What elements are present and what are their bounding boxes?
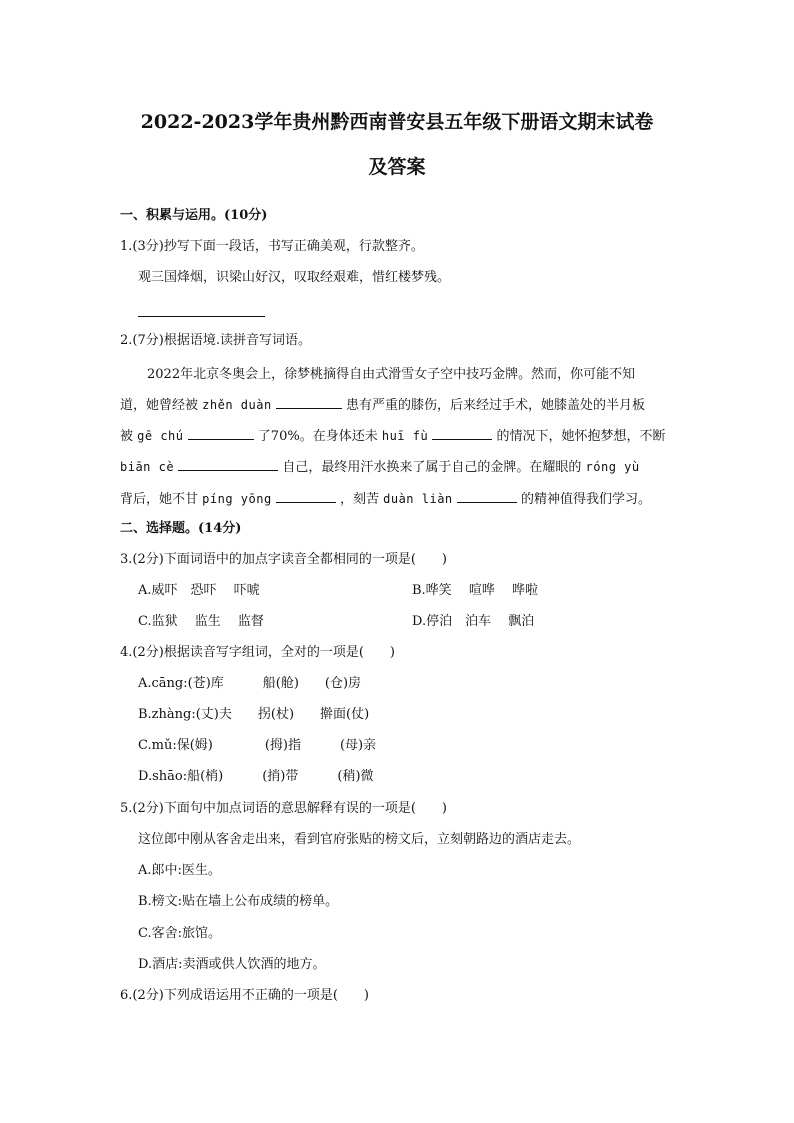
q3-option-a[interactable]: A.威吓 恐吓 吓唬 (138, 583, 260, 598)
answer-blank[interactable] (178, 458, 278, 471)
pinyin-duanlian: duàn liàn (383, 492, 453, 506)
q1-answer-line (138, 316, 265, 317)
q2-line-4 (120, 456, 675, 475)
q5-option-d[interactable]: D.酒店:卖酒或供人饮酒的地方。 (138, 957, 326, 972)
title-line-1: 2022-2023学年贵州黔西南普安县五年级下册语文期末试卷 (140, 111, 654, 133)
q2-stem: 2.(7分)根据语境.读拼音写词语。 (120, 333, 311, 348)
q2-line-3-text-c: 的情况下，她怀抱梦想，不断 (496, 429, 666, 444)
answer-blank[interactable] (276, 396, 342, 409)
q6-stem: 6.(2分)下列成语运用不正确的一项是( ) (120, 988, 369, 1003)
answer-blank[interactable] (457, 490, 517, 503)
pinyin-pingyong: píng yōng (202, 492, 272, 506)
q1-text: 观三国烽烟，识梁山好汉，叹取经艰难，惜红楼梦残。 (138, 270, 451, 285)
q3-option-c[interactable]: C.监狱 监生 监督 (138, 614, 264, 629)
q2-line-5-text-a: 背后，她不甘 (120, 492, 199, 507)
q4-option-c[interactable]: C.mǔ:保(姆) (拇)指 (母)亲 (138, 738, 377, 753)
q2-line-2-text-a: 道，她曾经被 (120, 398, 199, 413)
q2-line-1 (120, 363, 675, 382)
answer-blank[interactable] (188, 427, 254, 440)
q2-line-3-text-a: 被 (120, 429, 134, 444)
q1-stem: 1.(3分)抄写下面一段话，书写正确美观，行款整齐。 (120, 239, 424, 254)
pinyin-rongyu: róng yù (585, 460, 640, 474)
q4-option-a[interactable]: A.cāng:(苍)库 船(舱) (仓)房 (138, 676, 362, 691)
q2-line-2-text-b: 患有严重的膝伤，后来经过手术，她膝盖处的半月板 (345, 398, 645, 413)
q3-option-d[interactable]: D.停泊 泊车 飘泊 (412, 614, 535, 629)
q2-line-1-text: 2022年北京冬奥会上，徐梦桃摘得自由式滑雪女子空中技巧金牌。然而，你可能不知 (147, 367, 636, 382)
pinyin-gechu: gē chú (137, 429, 184, 443)
section-1-heading: 一、积累与运用。(10分) (120, 208, 268, 223)
q2-line-3-text-b: 了70%。在身体还未 (257, 429, 378, 444)
q2-line-5-text-b: ，刻苦 (339, 492, 379, 507)
page-title (60, 100, 734, 190)
answer-blank[interactable] (432, 427, 492, 440)
q2-line-2 (120, 394, 675, 413)
q4-option-d[interactable]: D.shāo:船(梢) (捎)带 (稍)微 (138, 769, 374, 784)
q5-option-c[interactable]: C.客舍:旅馆。 (138, 926, 221, 941)
pinyin-zhenduan: zhěn duàn (202, 398, 272, 412)
answer-blank[interactable] (276, 490, 336, 503)
q3-stem: 3.(2分)下面词语中的加点字读音全都相同的一项是( ) (120, 552, 447, 567)
section-2-heading: 二、选择题。(14分) (120, 521, 242, 536)
q4-option-b[interactable]: B.zhàng:(丈)夫 拐(杖) 擀面(仗) (138, 707, 370, 722)
pinyin-huifu: huī fù (381, 429, 429, 443)
q4-stem: 4.(2分)根据读音写字组词，全对的一项是( ) (120, 645, 395, 660)
q2-line-5 (120, 488, 675, 507)
q5-option-a[interactable]: A.郎中:医生。 (138, 863, 221, 878)
q5-option-b[interactable]: B.榜文:贴在墙上公布成绩的榜单。 (138, 894, 339, 909)
q5-text: 这位郎中刚从客舍走出来，看到官府张贴的榜文后，立刻朝路边的酒店走去。 (138, 832, 581, 847)
q2-line-4-text-b: 自己，最终用汗水换来了属于自己的金牌。在耀眼的 (282, 460, 582, 475)
q2-line-3 (120, 425, 675, 444)
title-line-2: 及答案 (368, 156, 426, 178)
pinyin-bience: biān cè (120, 460, 175, 474)
q3-option-b[interactable]: B.哗笑 喧哗 哗啦 (412, 583, 538, 598)
q2-line-5-text-c: 的精神值得我们学习。 (520, 492, 651, 507)
q5-stem: 5.(2分)下面句中加点词语的意思解释有误的一项是( ) (120, 801, 447, 816)
